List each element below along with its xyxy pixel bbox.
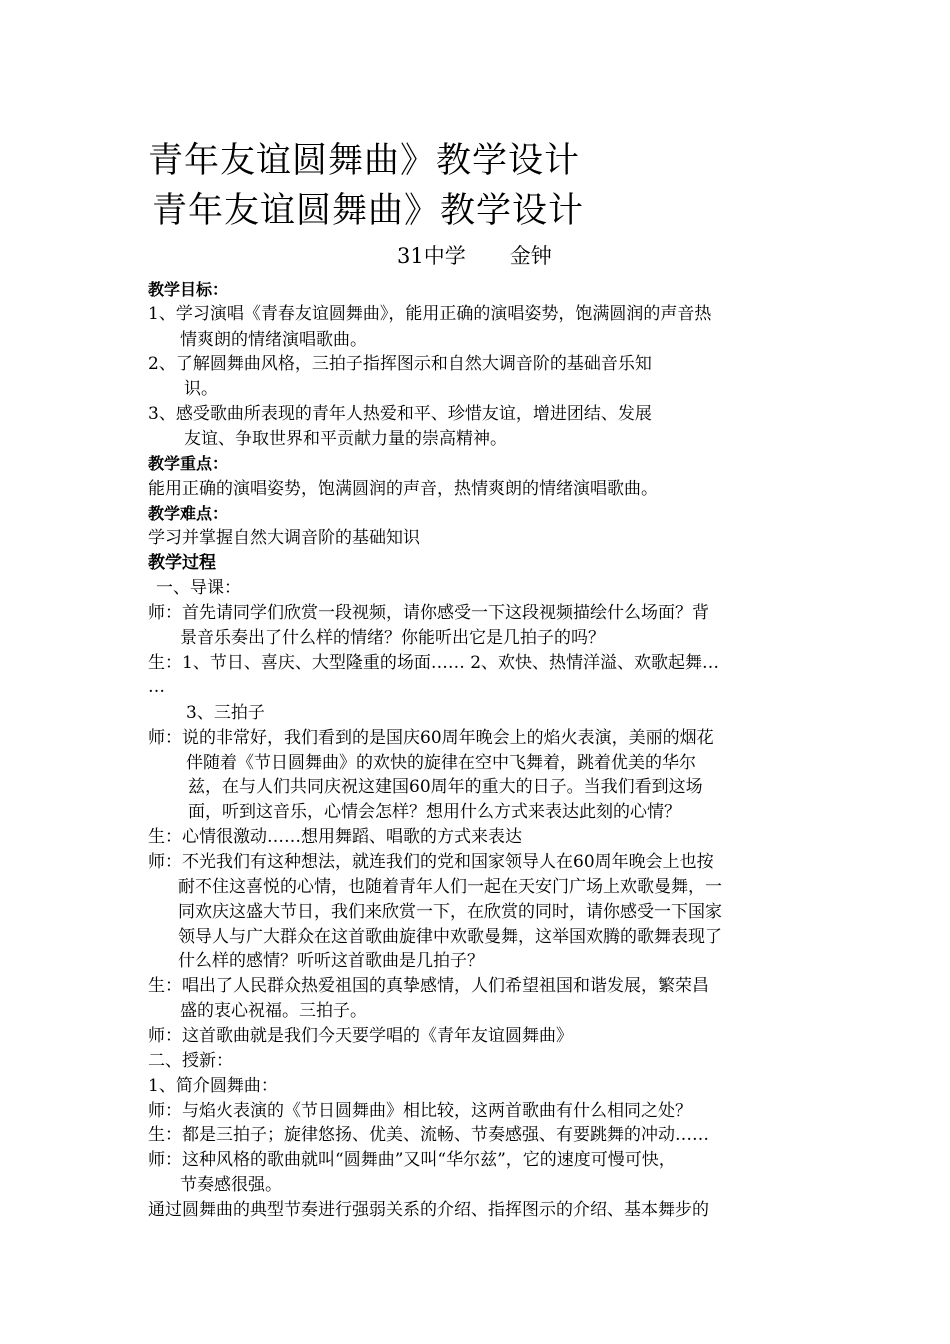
- text-line: 什么样的感情？听听这首歌曲是几拍子？: [178, 951, 484, 971]
- text-line: 通过圆舞曲的典型节奏进行强弱关系的介绍、指挥图示的介绍、基本舞步的: [148, 1200, 709, 1220]
- text-line: 2、了解圆舞曲风格，三拍子指挥图示和自然大调音阶的基础音乐知: [148, 354, 652, 374]
- text-line: 师：说的非常好，我们看到的是国庆60周年晚会上的焰火表演，美丽的烟花: [148, 728, 714, 748]
- text-line: 情爽朗的情绪演唱歌曲。: [180, 330, 367, 350]
- text-line: 友谊、争取世界和平贡献力量的崇高精神。: [184, 429, 507, 449]
- author-line: [397, 240, 552, 270]
- text-line: 1、简介圆舞曲：: [148, 1076, 278, 1096]
- text-line: 兹，在与人们共同庆祝这建国60周年的重大的日子。当我们看到这场: [188, 777, 703, 797]
- text-line: 一、导课：: [156, 578, 241, 598]
- text-line: 师：这首歌曲就是我们今天要学唱的《青年友谊圆舞曲》: [148, 1026, 573, 1046]
- text-line: 师：首先请同学们欣赏一段视频，请你感受一下这段视频描绘什么场面？背: [148, 603, 709, 623]
- text-line: 盛的衷心祝福。三拍子。: [180, 1001, 367, 1021]
- text-line: 生：心情很激动……想用舞蹈、唱歌的方式来表达: [148, 827, 522, 847]
- text-line: 1、学习演唱《青春友谊圆舞曲》，能用正确的演唱姿势，饱满圆润的声音热: [148, 304, 712, 324]
- text-line: 师：这种风格的歌曲就叫“圆舞曲”又叫“华尔兹”，它的速度可慢可快，: [148, 1150, 676, 1170]
- section-heading-process: 教学过程: [148, 553, 216, 573]
- text-line: 学习并掌握自然大调音阶的基础知识: [148, 528, 420, 548]
- text-line: 耐不住这喜悦的心情，也随着青年人们一起在天安门广场上欢歌曼舞，一: [178, 877, 722, 897]
- text-line: 能用正确的演唱姿势，饱满圆润的声音，热情爽朗的情绪演唱歌曲。: [148, 479, 658, 499]
- text-line: 师：与焰火表演的《节日圆舞曲》相比较，这两首歌曲有什么相同之处？: [148, 1101, 692, 1121]
- text-line: 领导人与广大群众在这首歌曲旋律中欢歌曼舞，这举国欢腾的歌舞表现了: [178, 927, 722, 947]
- text-line: 师：不光我们有这种想法，就连我们的党和国家领导人在60周年晚会上也按: [148, 852, 714, 872]
- text-line: 3、感受歌曲所表现的青年人热爱和平、珍惜友谊，增进团结、发展: [148, 404, 652, 424]
- section-heading-key-points: 教学重点：: [148, 454, 229, 473]
- text-line: 景音乐奏出了什么样的情绪？你能听出它是几拍子的吗？: [180, 628, 605, 648]
- section-heading-difficulties: 教学难点：: [148, 504, 229, 523]
- text-line: 识。: [184, 379, 218, 399]
- document-title-repeat: 青年友谊圆舞曲》教学设计: [152, 191, 585, 231]
- text-line: 3、三拍子: [186, 703, 265, 723]
- text-line: 生：唱出了人民群众热爱祖国的真挚感情，人们希望祖国和谐发展，繁荣昌: [148, 976, 709, 996]
- text-line: 二、授新：: [148, 1051, 233, 1071]
- text-line: 伴随着《节日圆舞曲》的欢快的旋律在空中飞舞着，跳着优美的华尔: [186, 753, 696, 773]
- text-line: 同欢庆这盛大节日，我们来欣赏一下，在欣赏的同时，请你感受一下国家: [178, 902, 722, 922]
- text-line: 节奏感很强。: [180, 1175, 282, 1195]
- text-line: 面，听到这音乐，心情会怎样？想用什么方式来表达此刻的心情？: [188, 802, 681, 822]
- text-line: …: [148, 677, 165, 697]
- author-school: 31中学: [397, 244, 466, 268]
- text-line: 生：都是三拍子；旋律悠扬、优美、流畅、节奏感强、有要跳舞的冲动……: [148, 1125, 709, 1145]
- author-name: 金钟: [509, 244, 552, 268]
- section-heading-objectives: 教学目标：: [148, 280, 229, 299]
- text-line: 生：1、节日、喜庆、大型隆重的场面…… 2、欢快、热情洋溢、欢歌起舞…: [148, 653, 720, 673]
- document-title: 青年友谊圆舞曲》教学设计: [148, 141, 581, 181]
